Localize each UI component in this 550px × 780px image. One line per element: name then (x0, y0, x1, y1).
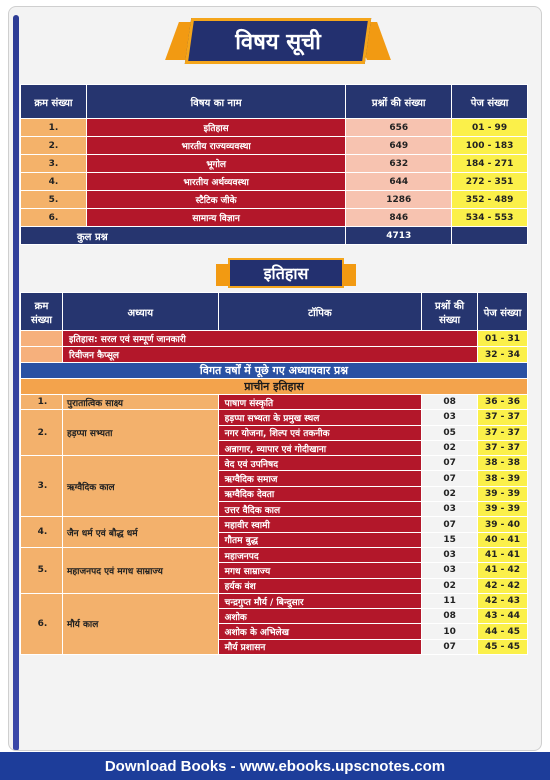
ancient-history-bar: प्राचीन इतिहास (21, 379, 528, 395)
header-serial: क्रम संख्या (21, 293, 63, 331)
index-pages: 352 - 489 (452, 191, 528, 209)
topic-question-count: 03 (422, 563, 478, 578)
chapter-serial: 3. (21, 456, 63, 517)
index-row (21, 137, 528, 155)
index-questions: 1286 (346, 191, 452, 209)
index-questions: 644 (346, 173, 452, 191)
topic-row (21, 517, 528, 532)
index-subject: भारतीय राज्यव्यवस्था (86, 137, 345, 155)
topic-question-count: 10 (422, 624, 478, 639)
header-topic: टॉपिक (218, 293, 422, 331)
topic-pages: 42 - 42 (478, 578, 528, 593)
topic-name: महाजनपद (218, 547, 422, 562)
index-pages: 01 - 99 (452, 119, 528, 137)
index-serial: 3. (21, 155, 87, 173)
topic-name: हड़प्पा सभ्यता के प्रमुख स्थल (218, 410, 422, 425)
chapter-serial: 6. (21, 593, 63, 654)
topic-question-count: 08 (422, 609, 478, 624)
index-pages: 100 - 183 (452, 137, 528, 155)
download-footer: Download Books - www.ebooks.upscnotes.com (0, 752, 550, 780)
topic-name: नगर योजना, शिल्प एवं तकनीक (218, 425, 422, 440)
topic-row (21, 547, 528, 562)
topic-question-count: 03 (422, 547, 478, 562)
subject-index-table (20, 84, 528, 245)
history-header-row (21, 293, 528, 331)
index-row (21, 209, 528, 227)
index-subject: इतिहास (86, 119, 345, 137)
total-value: 4713 (346, 227, 452, 245)
index-subject: स्टैटिक जीके (86, 191, 345, 209)
index-serial: 6. (21, 209, 87, 227)
topic-pages: 44 - 45 (478, 624, 528, 639)
chapter-name: पुरातात्विक साक्ष्य (62, 395, 218, 410)
index-row (21, 173, 528, 191)
index-pages: 272 - 351 (452, 173, 528, 191)
topic-pages: 39 - 40 (478, 517, 528, 532)
topic-question-count: 02 (422, 486, 478, 501)
topic-name: चन्द्रगुप्त मौर्य / बिन्दुसार (218, 593, 422, 608)
topic-name: मगध साम्राज्य (218, 563, 422, 578)
topic-question-count: 15 (422, 532, 478, 547)
intro-row (21, 331, 528, 347)
topic-pages: 39 - 39 (478, 486, 528, 501)
topic-pages: 45 - 45 (478, 639, 528, 654)
intro-pages: 01 - 31 (478, 331, 528, 347)
header-chapter: अध्याय (62, 293, 218, 331)
page-title: विषय सूची (235, 30, 321, 55)
topic-question-count: 07 (422, 456, 478, 471)
topic-question-count: 07 (422, 517, 478, 532)
index-serial: 2. (21, 137, 87, 155)
topic-name: ऋग्वैदिक देवता (218, 486, 422, 501)
topic-pages: 38 - 39 (478, 471, 528, 486)
topic-question-count: 03 (422, 502, 478, 517)
topic-row (21, 456, 528, 471)
topic-name: महावीर स्वामी (218, 517, 422, 532)
index-serial: 5. (21, 191, 87, 209)
topic-name: मौर्य प्रशासन (218, 639, 422, 654)
index-row (21, 155, 528, 173)
topic-question-count: 03 (422, 410, 478, 425)
index-pages: 184 - 271 (452, 155, 528, 173)
topic-row (21, 395, 528, 410)
index-pages: 534 - 553 (452, 209, 528, 227)
index-subject: सामान्य विज्ञान (86, 209, 345, 227)
index-serial: 1. (21, 119, 87, 137)
topic-question-count: 05 (422, 425, 478, 440)
topic-name: उत्तर वैदिक काल (218, 502, 422, 517)
index-questions: 656 (346, 119, 452, 137)
chapter-serial: 1. (21, 395, 63, 410)
chapter-serial: 4. (21, 517, 63, 548)
topic-pages: 43 - 44 (478, 609, 528, 624)
section-title: इतिहास (263, 264, 309, 283)
total-label: कुल प्रश्न (21, 227, 346, 245)
index-header-row (21, 85, 528, 119)
topic-pages: 37 - 37 (478, 440, 528, 455)
page-edge-strip (13, 15, 19, 751)
topic-pages: 36 - 36 (478, 395, 528, 410)
topic-pages: 39 - 39 (478, 502, 528, 517)
header-questions: प्रश्नों की संख्या (422, 293, 478, 331)
header-subject: विषय का नाम (86, 85, 345, 119)
header-questions: प्रश्नों की संख्या (346, 85, 452, 119)
topic-pages: 42 - 43 (478, 593, 528, 608)
topic-question-count: 07 (422, 471, 478, 486)
index-questions: 846 (346, 209, 452, 227)
topic-pages: 40 - 41 (478, 532, 528, 547)
index-subject: भूगोल (86, 155, 345, 173)
contents-title-banner (178, 18, 378, 64)
topic-question-count: 02 (422, 578, 478, 593)
index-row (21, 119, 528, 137)
topic-row (21, 593, 528, 608)
index-subject: भारतीय अर्थव्यवस्था (86, 173, 345, 191)
intro-pages: 32 - 34 (478, 347, 528, 363)
topic-pages: 41 - 42 (478, 563, 528, 578)
history-contents-table (20, 292, 528, 655)
topic-name: अन्नागार, व्यापार एवं गोदीखाना (218, 440, 422, 455)
header-serial: क्रम संख्या (21, 85, 87, 119)
index-row (21, 191, 528, 209)
chapter-name: महाजनपद एवं मगध साम्राज्य (62, 547, 218, 593)
topic-name: अशोक (218, 609, 422, 624)
chapter-name: जैन धर्म एवं बौद्ध धर्म (62, 517, 218, 548)
header-pages: पेज संख्या (452, 85, 528, 119)
chapter-serial: 2. (21, 410, 63, 456)
chapter-name: मौर्य काल (62, 593, 218, 654)
topic-name: अशोक के अभिलेख (218, 624, 422, 639)
total-row (21, 227, 528, 245)
topic-pages: 38 - 38 (478, 456, 528, 471)
topic-question-count: 11 (422, 593, 478, 608)
topic-question-count: 08 (422, 395, 478, 410)
chapter-name: ऋग्वैदिक काल (62, 456, 218, 517)
index-questions: 632 (346, 155, 452, 173)
topic-pages: 41 - 41 (478, 547, 528, 562)
topic-pages: 37 - 37 (478, 425, 528, 440)
chapterwise-bar: विगत वर्षों में पूछे गए अध्यायवार प्रश्न (21, 363, 528, 379)
chapter-name: हड़प्पा सभ्यता (62, 410, 218, 456)
index-serial: 4. (21, 173, 87, 191)
chapter-serial: 5. (21, 547, 63, 593)
topic-name: पाषाण संस्कृति (218, 395, 422, 410)
topic-name: हर्यक वंश (218, 578, 422, 593)
intro-row (21, 347, 528, 363)
topic-question-count: 07 (422, 639, 478, 654)
topic-name: ऋग्वैदिक समाज (218, 471, 422, 486)
intro-title: रिवीजन कैप्सूल (62, 347, 477, 363)
topic-row (21, 410, 528, 425)
section-title-banner (228, 258, 344, 288)
header-pages: पेज संख्या (478, 293, 528, 331)
index-questions: 649 (346, 137, 452, 155)
topic-name: वेद एवं उपनिषद (218, 456, 422, 471)
intro-title: इतिहास: सरल एवं सम्पूर्ण जानकारी (62, 331, 477, 347)
topic-pages: 37 - 37 (478, 410, 528, 425)
topic-name: गौतम बुद्ध (218, 532, 422, 547)
topic-question-count: 02 (422, 440, 478, 455)
